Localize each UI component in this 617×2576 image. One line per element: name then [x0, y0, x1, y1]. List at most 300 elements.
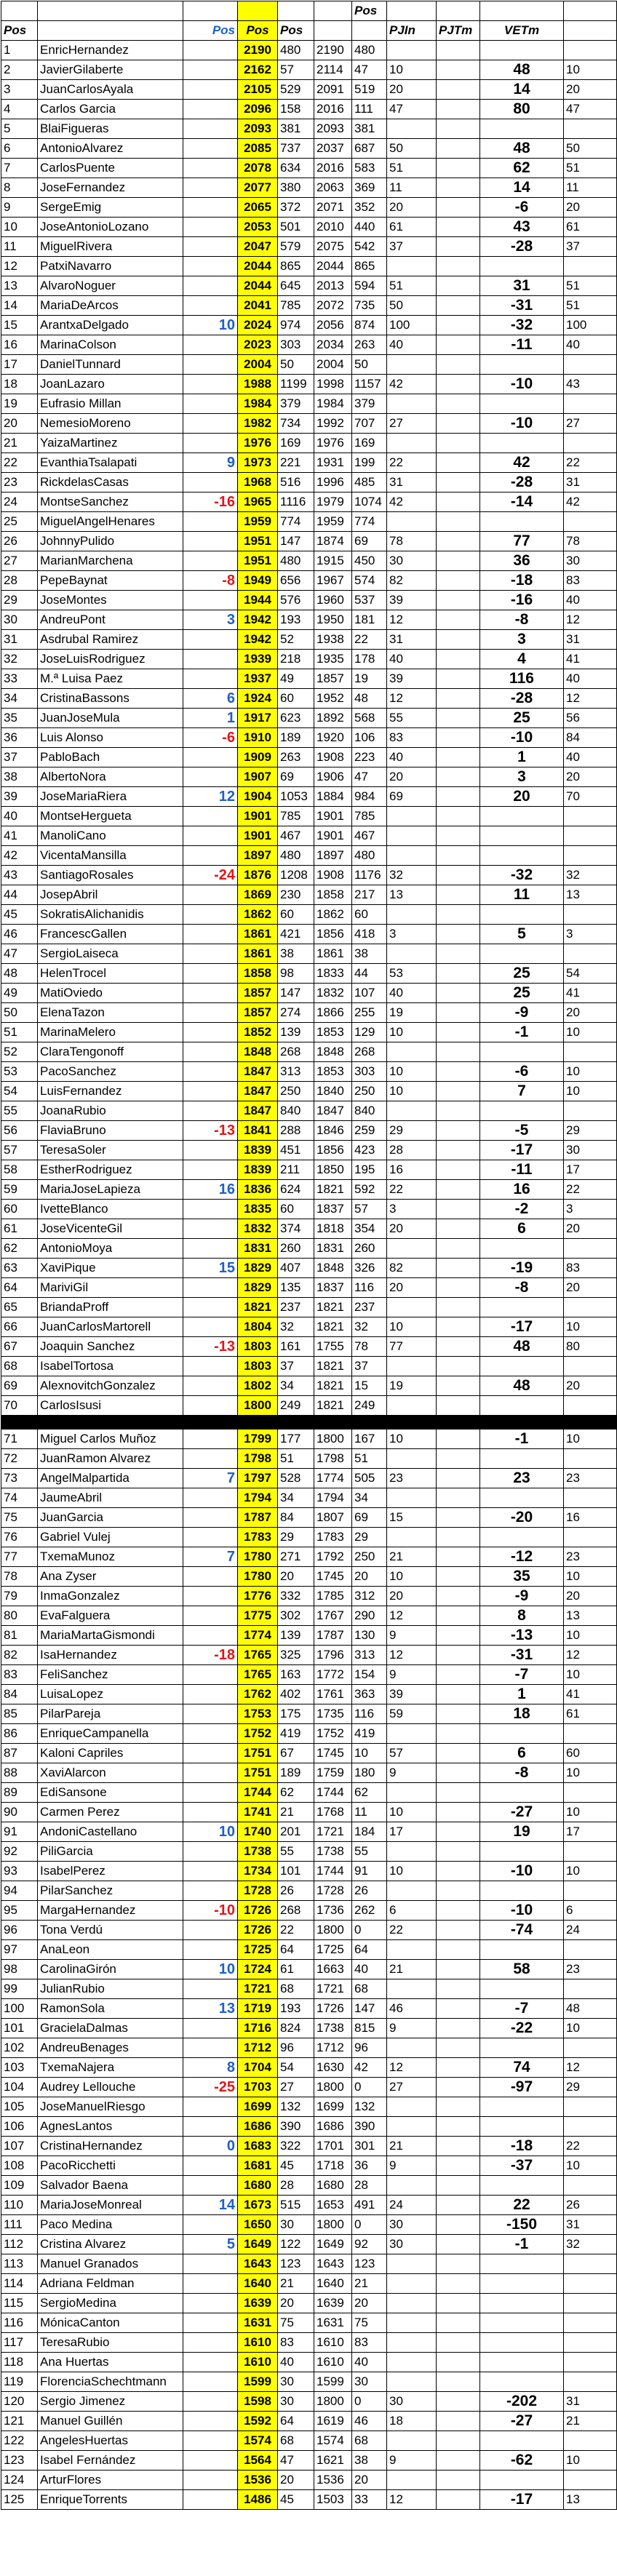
cell-col10: 43	[564, 375, 617, 394]
cell-col9: -27	[480, 1803, 564, 1822]
cell-col2	[183, 512, 238, 532]
cell-col6: 423	[352, 1141, 387, 1160]
table-row	[1, 1646, 617, 1665]
cell-col2	[183, 1219, 238, 1239]
cell-col4: 974	[278, 316, 314, 335]
cell-col8	[437, 1783, 480, 1803]
table-row	[1, 787, 617, 807]
cell-col1	[38, 1, 183, 21]
cell-col3: 1857	[238, 984, 278, 1003]
cell-col9	[480, 1298, 564, 1317]
cell-col2	[183, 198, 238, 218]
cell-col6: 69	[352, 532, 387, 551]
cell-col7: 9	[387, 1626, 437, 1646]
cell-col9: -62	[480, 2451, 564, 2471]
cell-col5: 2093	[314, 119, 352, 139]
cell-col3: 1640	[238, 2274, 278, 2294]
cell-col4: 451	[278, 1141, 314, 1160]
cell-col9: VETm	[480, 21, 564, 41]
cell-col4: 576	[278, 591, 314, 610]
cell-col0: 81	[1, 1626, 38, 1646]
cell-col4: 57	[278, 60, 314, 80]
cell-col0: 24	[1, 493, 38, 512]
cell-col1: TeresaRubio	[38, 2333, 183, 2353]
table-row	[1, 826, 617, 846]
cell-col10	[564, 1979, 617, 1999]
table-row	[1, 1121, 617, 1141]
cell-col4: 34	[278, 1488, 314, 1508]
separator-cell	[1, 1416, 38, 1429]
cell-col2: -13	[183, 1337, 238, 1357]
cell-col3: 1904	[238, 787, 278, 807]
cell-col7	[387, 2254, 437, 2274]
cell-col5: 2004	[314, 355, 352, 375]
cell-col6: 774	[352, 512, 387, 532]
cell-col7: 20	[387, 1587, 437, 1606]
cell-col10	[564, 1449, 617, 1469]
cell-col6: 250	[352, 1082, 387, 1101]
cell-col10: 10	[564, 2019, 617, 2038]
cell-col7	[387, 119, 437, 139]
cell-col3: 1951	[238, 532, 278, 551]
cell-col1: MiguelAngelHenares	[38, 512, 183, 532]
cell-col5: 1800	[314, 1429, 352, 1449]
cell-col8	[437, 1023, 480, 1042]
cell-col6: 154	[352, 1665, 387, 1685]
cell-col6: 874	[352, 316, 387, 335]
cell-col3: 1901	[238, 807, 278, 826]
cell-col9: -9	[480, 1587, 564, 1606]
cell-col9: 62	[480, 159, 564, 178]
cell-col7: 17	[387, 1822, 437, 1842]
cell-col0: 70	[1, 1396, 38, 1416]
cell-col6: 38	[352, 2451, 387, 2471]
cell-col2	[183, 591, 238, 610]
cell-col0: 40	[1, 807, 38, 826]
cell-col7: 39	[387, 591, 437, 610]
cell-col3: 1939	[238, 650, 278, 669]
cell-col2	[183, 1488, 238, 1508]
cell-col6: 312	[352, 1587, 387, 1606]
cell-col1: YaizaMartinez	[38, 434, 183, 453]
cell-col7: 69	[387, 787, 437, 807]
cell-col8	[437, 1082, 480, 1101]
cell-col10	[564, 2353, 617, 2372]
cell-col5: 2016	[314, 100, 352, 119]
cell-col0: 80	[1, 1606, 38, 1626]
cell-col2	[183, 1357, 238, 1376]
cell-col4: 30	[278, 2215, 314, 2235]
cell-col8	[437, 826, 480, 846]
cell-col7: 10	[387, 1317, 437, 1337]
cell-col5: 2075	[314, 237, 352, 257]
cell-col10: 12	[564, 689, 617, 709]
cell-col7: 82	[387, 571, 437, 591]
cell-col3: 1719	[238, 1999, 278, 2019]
cell-col10	[564, 1881, 617, 1901]
cell-col8	[437, 237, 480, 257]
cell-col6: 0	[352, 2078, 387, 2097]
cell-col1: JavierGilaberte	[38, 60, 183, 80]
cell-col3: 1725	[238, 1940, 278, 1960]
cell-col7: 10	[387, 1862, 437, 1881]
cell-col9	[480, 2254, 564, 2274]
cell-col8	[437, 80, 480, 100]
cell-col5: 1726	[314, 1999, 352, 2019]
cell-col9	[480, 1357, 564, 1376]
cell-col4: 34	[278, 1376, 314, 1396]
cell-col8	[437, 669, 480, 689]
cell-col2	[183, 2451, 238, 2471]
cell-col2	[183, 2215, 238, 2235]
cell-col7	[387, 394, 437, 414]
cell-col7: 20	[387, 1278, 437, 1298]
cell-col1: CristinaHernandez	[38, 2137, 183, 2156]
cell-col10	[564, 41, 617, 60]
cell-col10: 13	[564, 2490, 617, 2510]
cell-col2	[183, 1744, 238, 1763]
cell-col5: 1901	[314, 807, 352, 826]
cell-col4: 221	[278, 453, 314, 473]
cell-col3: 1944	[238, 591, 278, 610]
cell-col1: FlaviaBruno	[38, 1121, 183, 1141]
cell-col3: 1924	[238, 689, 278, 709]
cell-col10: 50	[564, 139, 617, 159]
cell-col3: 1775	[238, 1606, 278, 1626]
cell-col7: 12	[387, 1606, 437, 1626]
cell-col3: 1861	[238, 944, 278, 964]
cell-col3: 1610	[238, 2333, 278, 2353]
cell-col10: 78	[564, 532, 617, 551]
cell-col7: 57	[387, 1744, 437, 1763]
cell-col1: PilarPareja	[38, 1704, 183, 1724]
cell-col4: 29	[278, 1528, 314, 1547]
cell-col2	[183, 1940, 238, 1960]
cell-col0	[1, 1, 38, 21]
table-row	[1, 2294, 617, 2313]
cell-col4: 656	[278, 571, 314, 591]
cell-col5: 1772	[314, 1665, 352, 1685]
cell-col7: 82	[387, 1259, 437, 1278]
cell-col3: 1988	[238, 375, 278, 394]
cell-col5: 1725	[314, 1940, 352, 1960]
table-row	[1, 1567, 617, 1587]
cell-col8	[437, 375, 480, 394]
cell-col6: Pos	[352, 1, 387, 21]
cell-col4: 69	[278, 767, 314, 787]
cell-col2	[183, 885, 238, 905]
cell-col5: 1744	[314, 1862, 352, 1881]
cell-col1: Tona Verdú	[38, 1921, 183, 1940]
cell-col3: 1976	[238, 434, 278, 453]
cell-col3: 1780	[238, 1547, 278, 1567]
cell-col8	[437, 1376, 480, 1396]
cell-col6: 268	[352, 1042, 387, 1062]
cell-col3: 1907	[238, 767, 278, 787]
cell-col2	[183, 826, 238, 846]
cell-col7: 9	[387, 1665, 437, 1685]
cell-col10: 83	[564, 1259, 617, 1278]
table-row	[1, 1259, 617, 1278]
cell-col2	[183, 1141, 238, 1160]
cell-col6: 381	[352, 119, 387, 139]
cell-col7	[387, 2097, 437, 2117]
cell-col9	[480, 1449, 564, 1469]
cell-col8	[437, 866, 480, 885]
table-row	[1, 767, 617, 787]
cell-col6: 369	[352, 178, 387, 198]
cell-col3: 1831	[238, 1239, 278, 1259]
table-row	[1, 1160, 617, 1180]
cell-col8	[437, 2333, 480, 2353]
cell-col1: DanielTunnard	[38, 355, 183, 375]
cell-col6: 68	[352, 2431, 387, 2451]
cell-col8	[437, 650, 480, 669]
cell-col5: 1862	[314, 905, 352, 925]
cell-col3: 1776	[238, 1587, 278, 1606]
cell-col4: 50	[278, 355, 314, 375]
cell-col8	[437, 905, 480, 925]
cell-col0: 41	[1, 826, 38, 846]
cell-col0: 21	[1, 434, 38, 453]
cell-col8	[437, 2451, 480, 2471]
cell-col9: -17	[480, 1317, 564, 1337]
table-row	[1, 1219, 617, 1239]
ranking-table	[1, 1, 617, 2510]
cell-col3: 1839	[238, 1141, 278, 1160]
cell-col10: 17	[564, 1822, 617, 1842]
cell-col3: 2004	[238, 355, 278, 375]
cell-col6: 467	[352, 826, 387, 846]
cell-col9: 22	[480, 2196, 564, 2215]
cell-col0: 99	[1, 1979, 38, 1999]
cell-col10	[564, 2372, 617, 2392]
cell-col10	[564, 434, 617, 453]
cell-col4: 61	[278, 1960, 314, 1979]
cell-col6: 263	[352, 335, 387, 355]
cell-col7: 27	[387, 414, 437, 434]
cell-col7	[387, 1488, 437, 1508]
cell-col3: 1861	[238, 925, 278, 944]
cell-col2	[183, 532, 238, 551]
cell-col6: 379	[352, 394, 387, 414]
cell-col5: 1818	[314, 1219, 352, 1239]
cell-col9: -17	[480, 1141, 564, 1160]
table-row	[1, 473, 617, 493]
header-row-2	[1, 21, 617, 41]
cell-col2	[183, 1042, 238, 1062]
cell-col1: VicentaMansilla	[38, 846, 183, 866]
cell-col0: 61	[1, 1219, 38, 1239]
cell-col7: 22	[387, 453, 437, 473]
cell-col9	[480, 905, 564, 925]
cell-col1: HelenTrocel	[38, 964, 183, 984]
cell-col0: 111	[1, 2215, 38, 2235]
cell-col2	[183, 1587, 238, 1606]
cell-col5: 1761	[314, 1685, 352, 1704]
cell-col7: 40	[387, 335, 437, 355]
cell-col2	[183, 2176, 238, 2196]
cell-col4: 271	[278, 1547, 314, 1567]
cell-col1: FeliSanchez	[38, 1665, 183, 1685]
cell-col6: 519	[352, 80, 387, 100]
cell-col8	[437, 335, 480, 355]
cell-col7: 16	[387, 1160, 437, 1180]
cell-col6: 687	[352, 139, 387, 159]
cell-col8	[437, 2313, 480, 2333]
cell-col1: RickdelasCasas	[38, 473, 183, 493]
cell-col8	[437, 2097, 480, 2117]
cell-col7: 22	[387, 1921, 437, 1940]
cell-col8	[437, 532, 480, 551]
cell-col2	[183, 1881, 238, 1901]
cell-col7	[387, 1842, 437, 1862]
cell-col0: 6	[1, 139, 38, 159]
cell-col3: 1959	[238, 512, 278, 532]
cell-col1: AngelMalpartida	[38, 1469, 183, 1488]
cell-col10: 6	[564, 1901, 617, 1921]
cell-col9: 48	[480, 139, 564, 159]
cell-col4: 75	[278, 2313, 314, 2333]
cell-col2: 7	[183, 1547, 238, 1567]
table-row	[1, 709, 617, 728]
cell-col10: 10	[564, 60, 617, 80]
cell-col6: 537	[352, 591, 387, 610]
cell-col10: 10	[564, 2156, 617, 2176]
cell-col4: 785	[278, 807, 314, 826]
cell-col1: AnaLeon	[38, 1940, 183, 1960]
cell-col4: 64	[278, 2412, 314, 2431]
cell-col0: 76	[1, 1528, 38, 1547]
cell-col2	[183, 1376, 238, 1396]
cell-col10: 10	[564, 1062, 617, 1082]
table-row	[1, 355, 617, 375]
cell-col9: 31	[480, 276, 564, 296]
cell-col1: EvaFalguera	[38, 1606, 183, 1626]
cell-col8	[437, 1940, 480, 1960]
cell-col10	[564, 119, 617, 139]
cell-col10: 32	[564, 866, 617, 885]
cell-col8	[437, 1881, 480, 1901]
cell-col0: 94	[1, 1881, 38, 1901]
cell-col0: 122	[1, 2431, 38, 2451]
cell-col4: 45	[278, 2490, 314, 2510]
cell-col2	[183, 630, 238, 650]
cell-col4: 529	[278, 80, 314, 100]
cell-col9	[480, 1528, 564, 1547]
cell-col10	[564, 394, 617, 414]
cell-col1: MariviGil	[38, 1278, 183, 1298]
cell-col4: 193	[278, 610, 314, 630]
cell-col4: 467	[278, 826, 314, 846]
cell-col6: 363	[352, 1685, 387, 1704]
cell-col4: 372	[278, 198, 314, 218]
cell-col7: 61	[387, 218, 437, 237]
cell-col4: 211	[278, 1160, 314, 1180]
cell-col9: -10	[480, 375, 564, 394]
cell-col8	[437, 1160, 480, 1180]
cell-col2	[183, 1396, 238, 1416]
cell-col5: 1630	[314, 2058, 352, 2078]
cell-col10: 41	[564, 984, 617, 1003]
cell-col5: 1853	[314, 1062, 352, 1082]
cell-col1: EstherRodriguez	[38, 1160, 183, 1180]
table-row	[1, 866, 617, 885]
cell-col8	[437, 2235, 480, 2254]
cell-col9	[480, 1101, 564, 1121]
cell-col4: 313	[278, 1062, 314, 1082]
cell-col1: CarlosPuente	[38, 159, 183, 178]
cell-col6: 55	[352, 1842, 387, 1862]
table-row	[1, 1082, 617, 1101]
cell-col3: 1799	[238, 1429, 278, 1449]
cell-col0: 52	[1, 1042, 38, 1062]
cell-col6: 418	[352, 925, 387, 944]
cell-col0: 64	[1, 1278, 38, 1298]
cell-col5: 1755	[314, 1337, 352, 1357]
cell-col2	[183, 1783, 238, 1803]
cell-col8	[437, 159, 480, 178]
table-row	[1, 512, 617, 532]
cell-col5: 1821	[314, 1396, 352, 1416]
cell-col7	[387, 2176, 437, 2196]
cell-col2	[183, 1606, 238, 1626]
cell-col7: 39	[387, 1685, 437, 1704]
cell-col8	[437, 1121, 480, 1141]
cell-col7: 20	[387, 1219, 437, 1239]
cell-col8	[437, 2254, 480, 2274]
cell-col2	[183, 2019, 238, 2038]
cell-col4: 68	[278, 2431, 314, 2451]
cell-col2: 13	[183, 1999, 238, 2019]
cell-col2	[183, 1101, 238, 1121]
cell-col0: 43	[1, 866, 38, 885]
cell-col10: 12	[564, 2058, 617, 2078]
cell-col4: 139	[278, 1023, 314, 1042]
cell-col9: -37	[480, 2156, 564, 2176]
table-row	[1, 1803, 617, 1822]
cell-col7	[387, 1298, 437, 1317]
cell-col5: 2091	[314, 80, 352, 100]
cell-col2	[183, 944, 238, 964]
cell-col6: 568	[352, 709, 387, 728]
cell-col5: 1621	[314, 2451, 352, 2471]
cell-col5: 1992	[314, 414, 352, 434]
cell-col1: MariaDeArcos	[38, 296, 183, 316]
cell-col9: -2	[480, 1200, 564, 1219]
cell-col3: 1598	[238, 2392, 278, 2412]
cell-col7	[387, 807, 437, 826]
separator-cell	[38, 1416, 183, 1429]
table-row	[1, 728, 617, 748]
cell-col0: 7	[1, 159, 38, 178]
cell-col8	[437, 748, 480, 767]
cell-col8	[437, 1704, 480, 1724]
cell-col2	[183, 2431, 238, 2451]
cell-col10: 10	[564, 1567, 617, 1587]
cell-col6: 40	[352, 2353, 387, 2372]
cell-col5: 1718	[314, 2156, 352, 2176]
cell-col0: 93	[1, 1862, 38, 1881]
cell-col6: 181	[352, 610, 387, 630]
cell-col9: -11	[480, 335, 564, 355]
cell-col10: 41	[564, 1685, 617, 1704]
cell-col7	[387, 2353, 437, 2372]
cell-col6: 44	[352, 964, 387, 984]
cell-col5: 1892	[314, 709, 352, 728]
cell-col7: 39	[387, 669, 437, 689]
cell-col1: MiguelRivera	[38, 237, 183, 257]
